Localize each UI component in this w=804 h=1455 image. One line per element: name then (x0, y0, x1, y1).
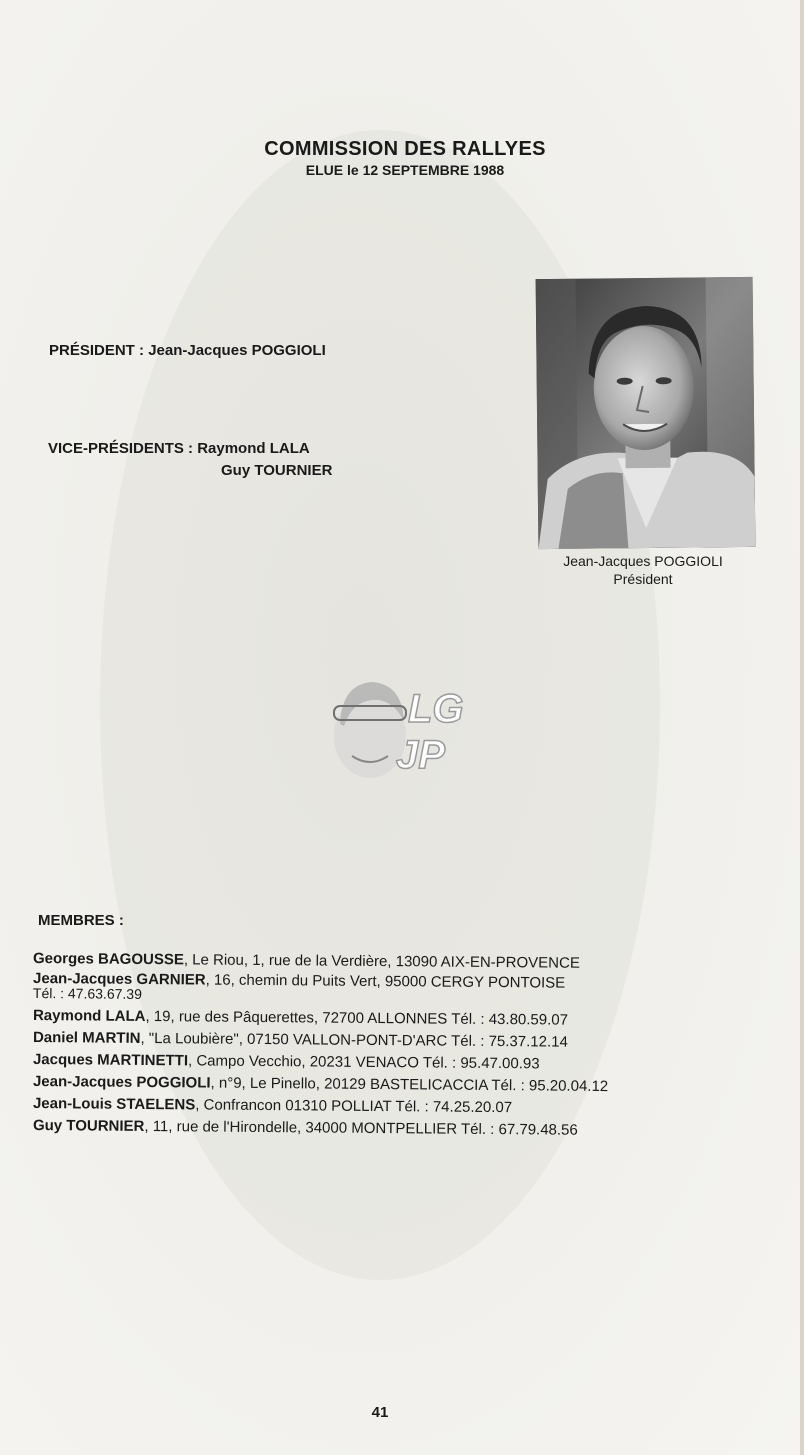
president-line (49, 342, 326, 359)
member-details: , Campo Vecchio, 20231 VENACO Tél. : 95.47.00.93 (187, 1052, 540, 1073)
member-name: Daniel MARTIN (32, 1029, 141, 1047)
vice-president-name: Raymond LALA (197, 440, 310, 457)
member-name: Jean-Jacques GARNIER (32, 970, 206, 989)
member-details: , 16, chemin du Puits Vert, 95000 CERGY PONTOISE (205, 971, 566, 992)
member-entry (33, 1073, 753, 1097)
watermark-text-bottom: JP (396, 733, 445, 777)
page-subtitle: ELUE le 12 SEPTEMBRE 1988 (305, 162, 505, 178)
page-number: 41 (371, 1404, 389, 1421)
photo-caption (528, 552, 758, 588)
vice-presidents-line (48, 440, 310, 457)
member-details: , 11, rue de l'Hirondelle, 34000 MONTPELLIER Tél. : 67.79.48.56 (144, 1117, 578, 1139)
members-list (33, 950, 753, 1139)
president-label: PRÉSIDENT : (49, 342, 145, 359)
member-details: , 19, rue des Pâquerettes, 72700 ALLONNES Tél. : 43.80.59.07 (145, 1007, 569, 1029)
page-edge (800, 0, 804, 1455)
caption-name: Jean-Jacques POGGIOLI (563, 553, 723, 569)
president-name: Jean-Jacques POGGIOLI (148, 342, 326, 359)
member-details: , Confrancon 01310 POLLIAT Tél. : 74.25.20.07 (195, 1096, 513, 1117)
member-details-extra: Tél. : 47.63.67.39 (32, 985, 142, 1002)
vice-presidents-label: VICE-PRÉSIDENTS : (48, 440, 194, 457)
member-details: , n°9, Le Pinello, 20129 BASTELICACCIA Tél. : 95.20.04.12 (210, 1074, 609, 1096)
member-entry (33, 1007, 753, 1031)
members-heading: MEMBRES : (38, 912, 124, 929)
header (0, 138, 804, 178)
member-name: Raymond LALA (32, 1007, 146, 1025)
caption-role: Président (613, 571, 673, 587)
member-name: Jean-Jacques POGGIOLI (32, 1073, 211, 1092)
member-details: , Le Riou, 1, rue de la Verdière, 13090 AIX-EN-PROVENCE (183, 951, 580, 972)
president-photo (536, 277, 756, 549)
vice-president-name: Guy TOURNIER (221, 462, 333, 479)
member-entry (33, 972, 753, 1006)
page-title: COMMISSION DES RALLYES (264, 138, 546, 160)
member-name: Guy TOURNIER (32, 1117, 145, 1135)
member-entry (33, 1029, 753, 1053)
portrait-image (536, 277, 756, 549)
member-details: , "La Loubière", 07150 VALLON-PONT-D'ARC Tél. : 75.37.12.14 (140, 1029, 568, 1051)
member-name: Jacques MARTINETTI (32, 1051, 189, 1070)
member-entry (33, 1117, 753, 1141)
member-entry (33, 1051, 753, 1075)
watermark-logo (332, 676, 472, 780)
member-name: Georges BAGOUSSE (32, 950, 184, 969)
member-name: Jean-Louis STAELENS (32, 1095, 196, 1114)
member-entry (33, 1095, 753, 1119)
watermark-text-top: LG (408, 687, 464, 731)
